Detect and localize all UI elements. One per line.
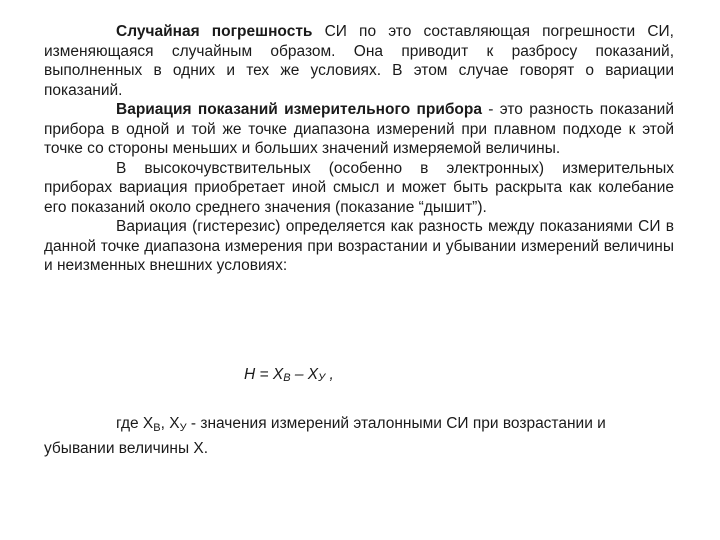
document-body (44, 22, 674, 276)
formula-sub-u: У (318, 372, 326, 384)
paragraph-variation (44, 100, 674, 159)
formula-lhs: H = X (244, 366, 284, 383)
term-random-error: Случайная погрешность (116, 23, 313, 40)
where-prefix: где X (116, 415, 154, 432)
paragraph-text: - это разность показаний прибора в одной и той же точке диапазона измерений при плавном подходе к этой точке со стороны меньших и больших значений измеряемой величины. (44, 101, 674, 157)
where-sep: , X (160, 415, 180, 432)
where-sub-b: B (153, 422, 161, 434)
paragraph-text: СИ по это составляющая погрешности СИ, изменяющаяся случайным образом. Она приводит к разбросу показаний, выполненных в одних и тех же условиях. В этом случае говорят о вариации показаний. (44, 23, 674, 99)
where-rest: - значения измерений эталонными СИ при возрастании и убывании величины Х. (44, 415, 606, 457)
paragraph-sensitive-devices: В высокочувствительных (особенно в электронных) измерительных приборах вариация приобретает иной смысл и может быть раскрыта как колебание его показаний около среднего значения (показание “дышит”). (44, 159, 674, 216)
formula-mid: – X (290, 366, 319, 383)
term-variation: Вариация показаний измерительного прибора (116, 101, 482, 118)
formula-explanation (44, 414, 674, 458)
formula-tail: , (325, 366, 334, 383)
paragraph-random-error (44, 22, 674, 100)
hysteresis-formula (244, 366, 334, 384)
where-sub-u: У (179, 422, 187, 434)
formula-sub-b: B (283, 372, 291, 384)
paragraph-hysteresis: Вариация (гистерезис) определяется как разность между показаниями СИ в данной точке диапазона измерения при возрастании и убывании измерений величины и неизменных внешних условиях: (44, 218, 674, 274)
